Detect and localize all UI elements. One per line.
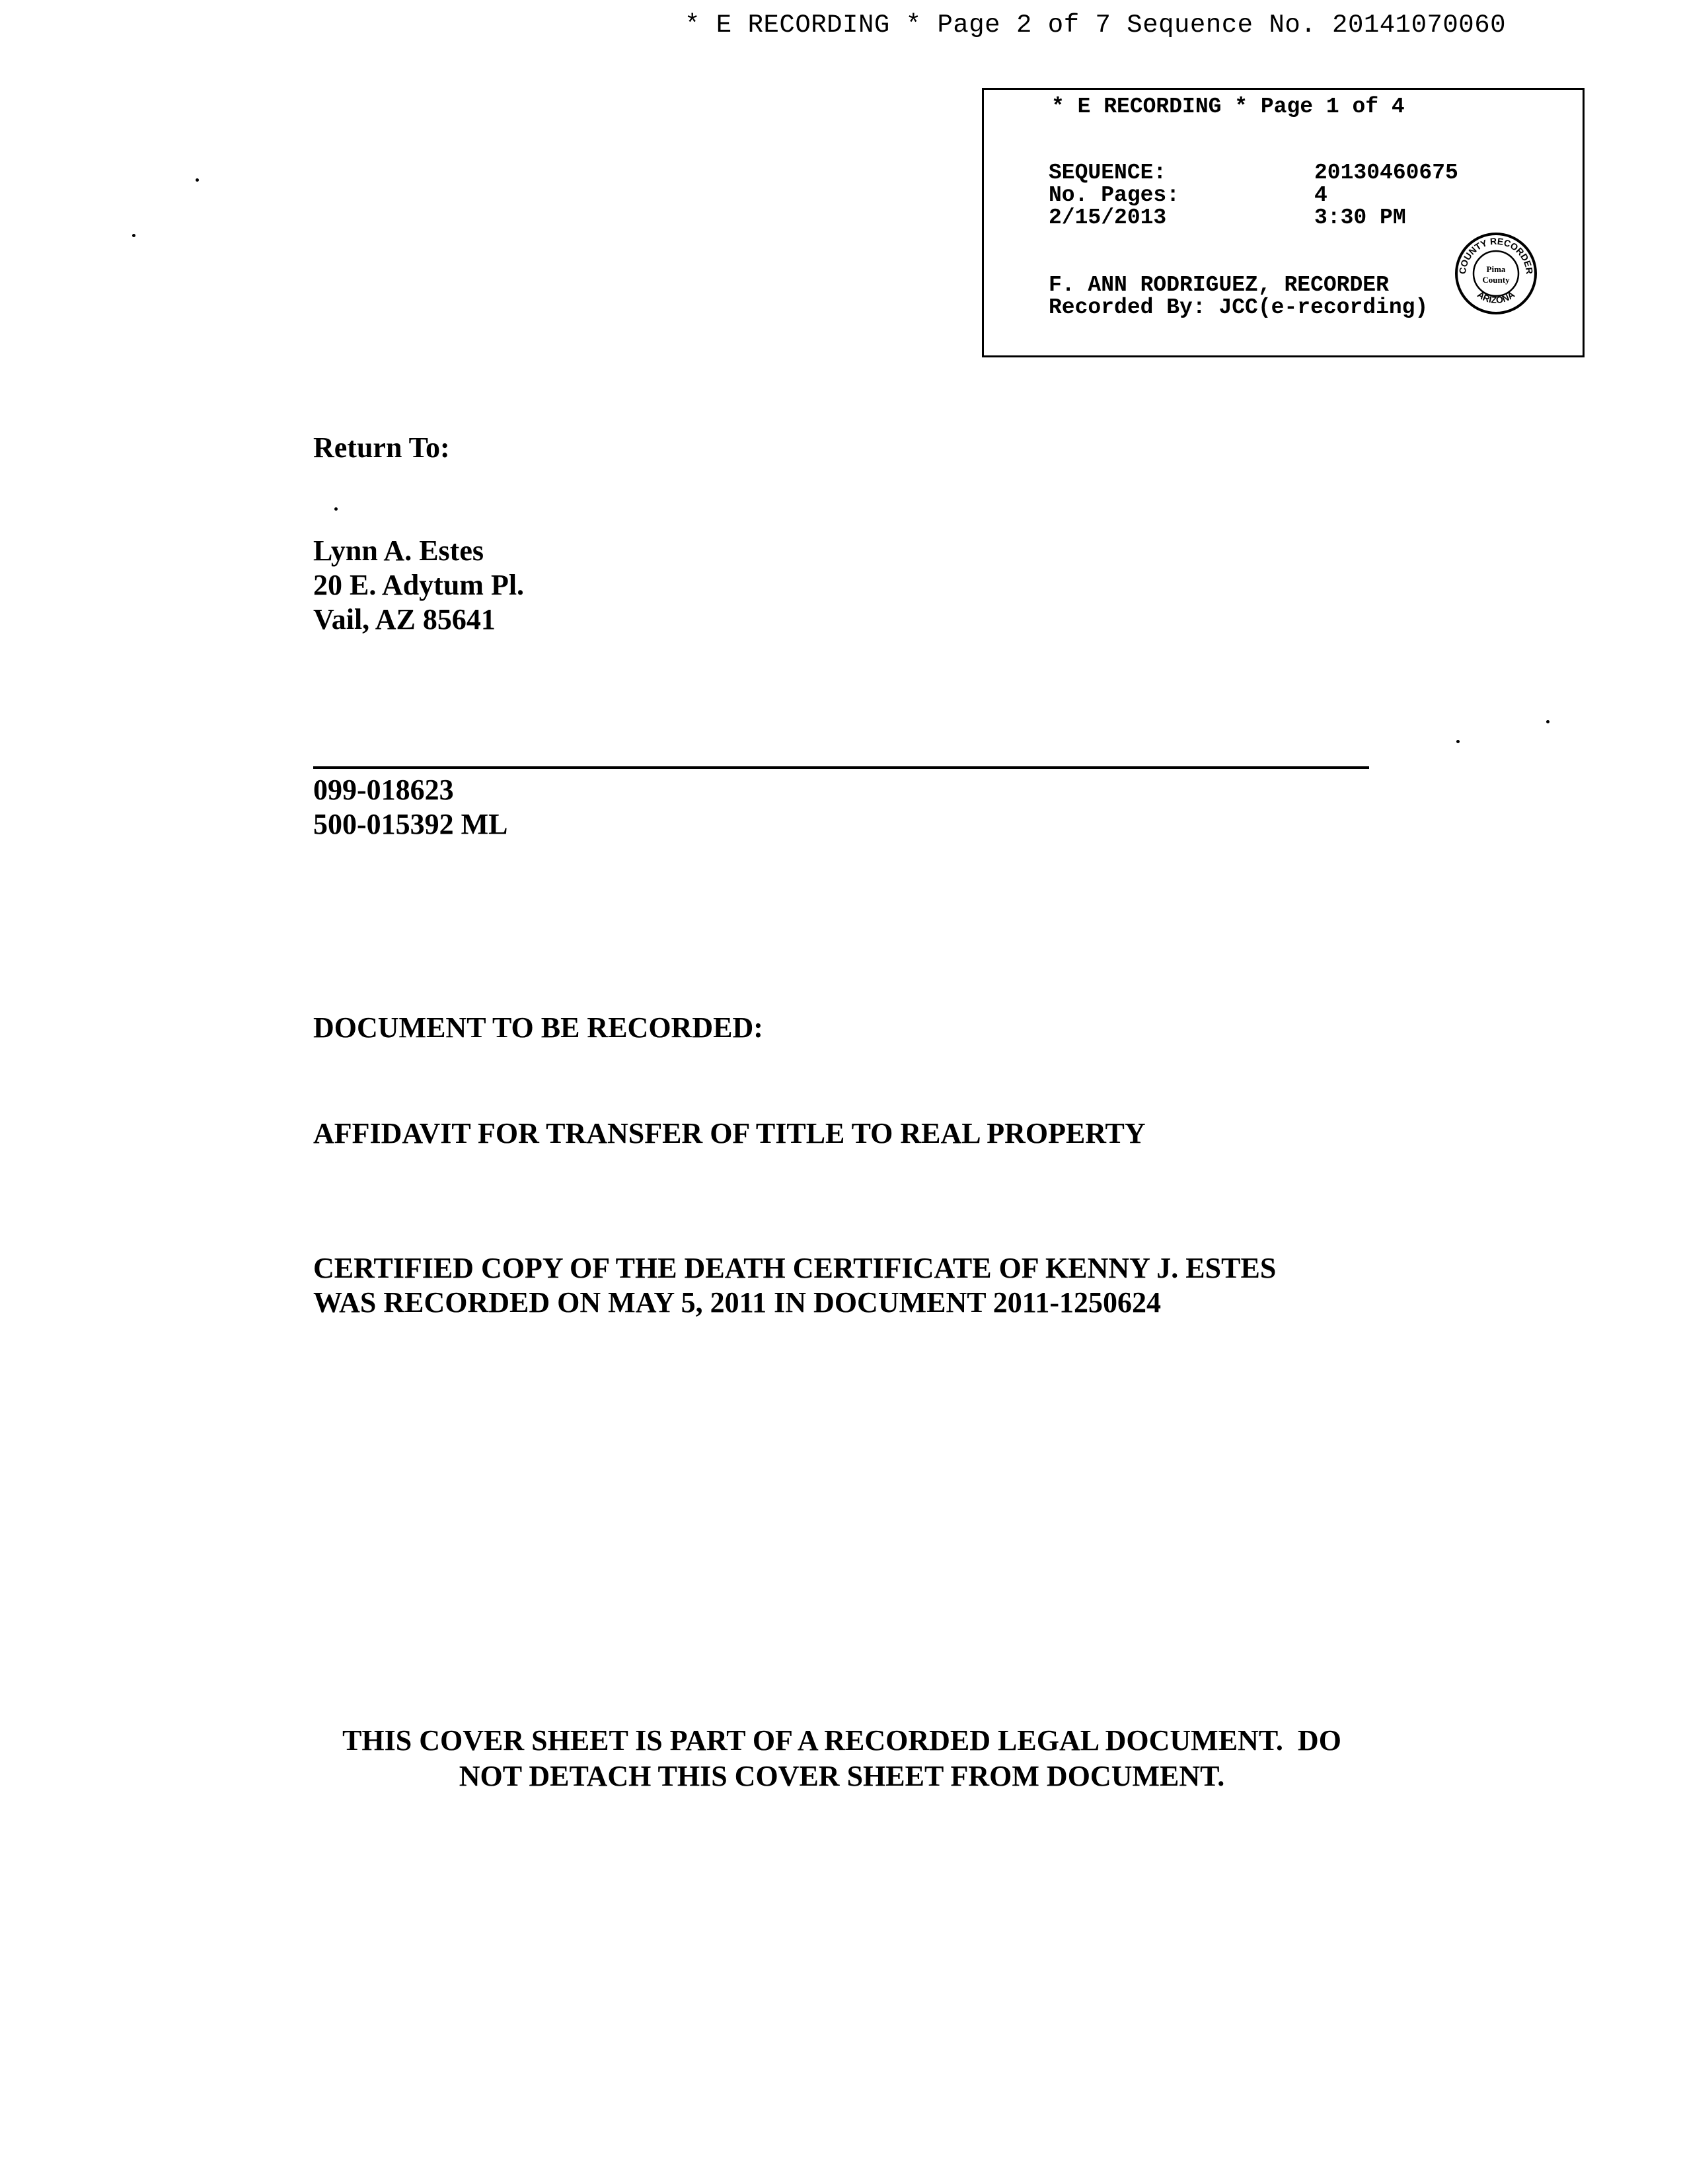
svg-text:ARIZONA: ARIZONA <box>1475 289 1517 306</box>
cover-sheet-notice-line-1: THIS COVER SHEET IS PART OF A RECORDED LEGAL DOCUMENT. DO <box>342 1724 1341 1757</box>
cover-sheet-notice-line-2: NOT DETACH THIS COVER SHEET FROM DOCUMENT. <box>459 1760 1225 1792</box>
document-heading: DOCUMENT TO BE RECORDED: <box>313 1011 763 1044</box>
stamp-recorder: F. ANN RODRIGUEZ, RECORDER <box>1049 273 1389 297</box>
stamp-sequence-label: SEQUENCE: <box>1049 161 1167 185</box>
stamp-time: 3:30 PM <box>1314 205 1406 230</box>
return-to-label: Return To: <box>313 431 450 464</box>
svg-text:COUNTY RECORDER: COUNTY RECORDER <box>1456 235 1536 275</box>
stamp-title: * E RECORDING * Page 1 of 4 <box>1051 94 1405 119</box>
county-recorder-seal-icon <box>1454 231 1538 316</box>
scan-speck <box>132 234 135 237</box>
stamp-pages-label: No. Pages: <box>1049 183 1180 207</box>
certified-copy-line-2: WAS RECORDED ON MAY 5, 2011 IN DOCUMENT 2011-1250624 <box>313 1286 1162 1319</box>
return-to-street: 20 E. Adytum Pl. <box>313 569 525 601</box>
stamp-pages-value: 4 <box>1314 183 1327 207</box>
svg-text:Pima: Pima <box>1486 264 1506 274</box>
scan-speck <box>1546 720 1550 723</box>
scan-speck <box>196 178 199 182</box>
stamp-sequence-value: 20130460675 <box>1314 161 1458 185</box>
return-to-city: Vail, AZ 85641 <box>313 603 496 636</box>
recorder-stamp-box <box>982 88 1585 357</box>
recording-header: * E RECORDING * Page 2 of 7 Sequence No. 20141070060 <box>685 11 1506 40</box>
stamp-date: 2/15/2013 <box>1049 205 1167 230</box>
horizontal-rule <box>313 766 1369 769</box>
reference-number-1: 099-018623 <box>313 774 454 806</box>
certified-copy-line-1: CERTIFIED COPY OF THE DEATH CERTIFICATE OF KENNY J. ESTES <box>313 1252 1277 1284</box>
document-title: AFFIDAVIT FOR TRANSFER OF TITLE TO REAL PROPERTY <box>313 1117 1146 1149</box>
cover-sheet-notice <box>313 1723 1370 1794</box>
return-to-name: Lynn A. Estes <box>313 534 484 567</box>
scan-speck <box>334 507 338 511</box>
scan-speck <box>1456 740 1460 743</box>
svg-text:County: County <box>1482 275 1510 285</box>
stamp-recorded-by: Recorded By: JCC(e-recording) <box>1049 295 1429 320</box>
reference-number-2: 500-015392 ML <box>313 808 508 840</box>
